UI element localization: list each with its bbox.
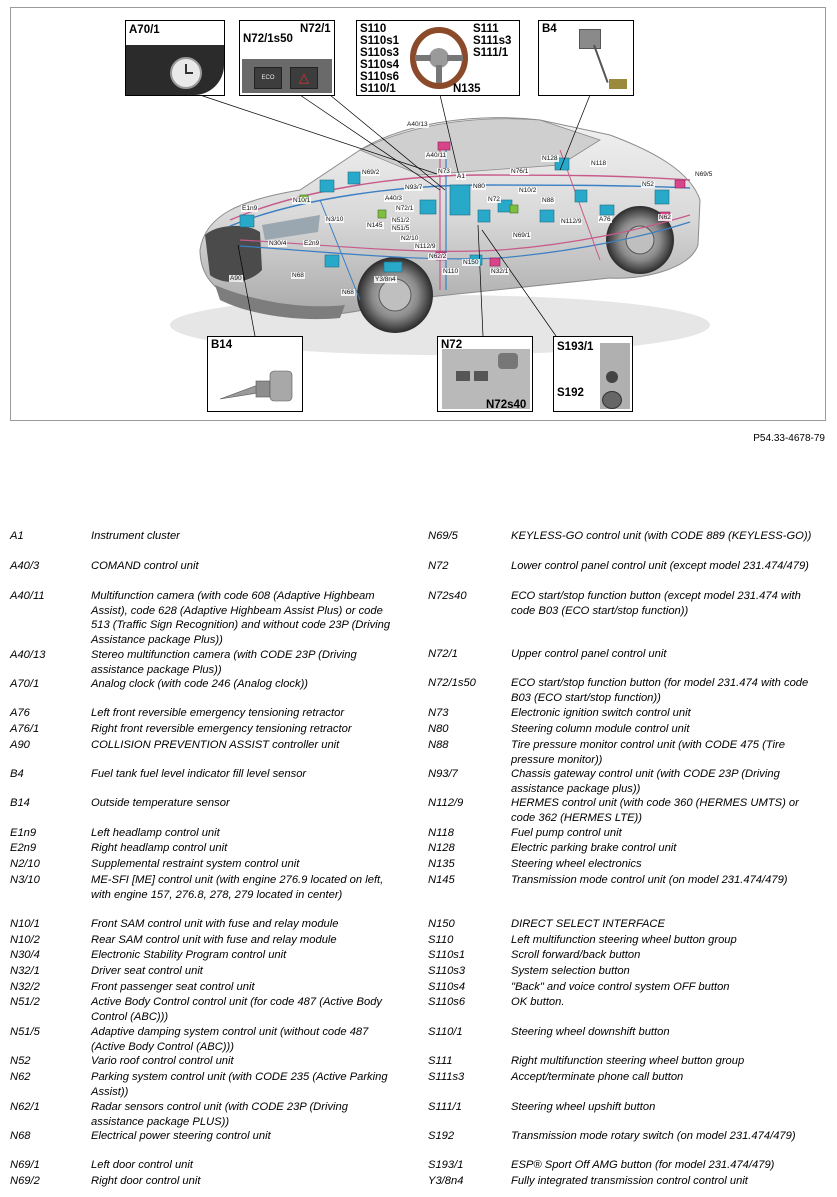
legend-description: Left multifunction steering wheel button group <box>511 934 737 946</box>
console-button-shape <box>456 371 470 381</box>
car-label: A90 <box>230 275 242 282</box>
legend-description: Stereo multifunction camera (with CODE 23P (Driving assistance package Plus)) <box>91 649 357 676</box>
temperature-sensor-icon <box>216 365 298 407</box>
legend-description: Front passenger seat control unit <box>91 981 255 993</box>
legend-code: Y3/8n4 <box>428 1175 464 1187</box>
legend-description: Analog clock (with code 246 (Analog clock)) <box>91 678 309 690</box>
legend-code: N10/2 <box>10 934 40 946</box>
inset-label-n72s40: N72s40 <box>486 399 527 411</box>
car-label: N62 <box>659 214 671 221</box>
legend-code: N72 <box>428 560 449 572</box>
car-label: N110 <box>443 268 459 275</box>
car-label: N3/10 <box>326 216 344 223</box>
legend-code: N72/1s50 <box>428 677 476 689</box>
legend-code: S110 <box>428 934 454 946</box>
car-label: N76/1 <box>511 168 529 175</box>
legend-description: Electric parking brake control unit <box>511 842 677 854</box>
inset-label-n72-1: N72/1 <box>300 23 331 35</box>
car-label: N2/10 <box>401 235 419 242</box>
legend-code: N150 <box>428 918 455 930</box>
sensor-float-shape <box>609 79 627 89</box>
legend-code: N73 <box>428 707 449 719</box>
clock-icon <box>170 57 202 89</box>
legend-description: Rear SAM control unit with fuse and relay module <box>91 934 337 946</box>
car-label: A1 <box>457 173 465 180</box>
console-button-shape <box>474 371 488 381</box>
car-label: N88 <box>542 197 554 204</box>
car-label: N72/1 <box>396 205 414 212</box>
inset-steering-wheel <box>356 20 520 96</box>
legend-code: N72/1 <box>428 648 458 660</box>
legend-description: Supplemental restraint system control unit <box>91 858 300 870</box>
inset-label-b14: B14 <box>211 339 233 351</box>
legend-code: S110/1 <box>428 1026 463 1038</box>
legend-code: N30/4 <box>10 949 40 961</box>
car-label: N128 <box>542 155 558 162</box>
legend-description: ECO start/stop function button (for model 231.474 with code B03 (ECO start/stop function)) <box>511 677 809 704</box>
legend-description: Vario roof control control unit <box>91 1055 234 1067</box>
legend-code: E1n9 <box>10 827 37 839</box>
legend-description: Driver seat control unit <box>91 965 203 977</box>
legend-code: N51/5 <box>10 1026 40 1038</box>
legend-description: Adaptive damping system control unit (without code 487 (Active Body Control (ABC))) <box>91 1026 369 1053</box>
legend-description: Electrical power steering control unit <box>91 1130 271 1142</box>
legend-code: N69/1 <box>10 1159 40 1171</box>
inset-label-s111-group: S111 S111s3 S111/1 <box>473 23 512 59</box>
legend-description: ME-SFI [ME] control unit (with engine 276.9 located on left, with engine 157, 276.8, 278, 279 located in center) <box>91 874 384 901</box>
legend-code: N52 <box>10 1055 31 1067</box>
legend-description: Fuel tank fuel level indicator fill level sensor <box>91 768 307 780</box>
legend-code: N69/5 <box>428 530 458 542</box>
legend-description: Parking system control unit (with CODE 235 (Active Parking Assist)) <box>91 1071 388 1098</box>
legend-code: S192 <box>428 1130 455 1142</box>
selector-knob-shape <box>498 353 518 369</box>
legend-code: A40/11 <box>10 590 45 602</box>
legend-code: S110s4 <box>428 981 466 993</box>
legend-description: OK button. <box>511 996 565 1008</box>
legend-description: Fuel pump control unit <box>511 827 622 839</box>
legend-code: N51/2 <box>10 996 40 1008</box>
legend-description: COMAND control unit <box>91 560 199 572</box>
legend-description: Lower control panel control unit (except model 231.474/479) <box>511 560 809 572</box>
legend-description: Outside temperature sensor <box>91 797 230 809</box>
legend-description: Front SAM control unit with fuse and relay module <box>91 918 339 930</box>
legend-code: N62 <box>10 1071 31 1083</box>
car-label: E2n9 <box>304 240 320 247</box>
legend-description: Right door control unit <box>91 1175 201 1187</box>
inset-analog-clock <box>125 20 225 96</box>
car-label: Y3/8n4 <box>375 276 396 283</box>
legend-code: N135 <box>428 858 455 870</box>
car-label: A40/3 <box>385 195 402 202</box>
legend-description: Upper control panel control unit <box>511 648 667 660</box>
sensor-arm-shape <box>593 45 609 83</box>
inset-label-s193-1: S193/1 <box>557 341 594 353</box>
car-label: N93/7 <box>405 184 423 191</box>
inset-label-n72: N72 <box>441 339 463 351</box>
legend-code: N68 <box>10 1130 31 1142</box>
legend-code: N72s40 <box>428 590 467 602</box>
legend-description: Scroll forward/back button <box>511 949 641 961</box>
legend-description: COLLISION PREVENTION ASSIST controller unit <box>91 739 340 751</box>
car-label: N72 <box>488 196 500 203</box>
legend-code: A40/13 <box>10 649 46 661</box>
inset-upper-control-panel <box>239 20 335 96</box>
car-label: N10/1 <box>293 197 311 204</box>
legend-description: Steering wheel upshift button <box>511 1101 656 1113</box>
legend-code: N62/1 <box>10 1101 40 1113</box>
legend-description: ECO start/stop function button (except model 231.474 with code B03 (ECO start/stop function)) <box>511 590 801 617</box>
legend-description: Electronic ignition switch control unit <box>511 707 691 719</box>
legend-code: S110s3 <box>428 965 466 977</box>
legend-code: N3/10 <box>10 874 40 886</box>
car-label: N52 <box>642 181 654 188</box>
legend-code: S111 <box>428 1055 453 1067</box>
car-label: A40/13 <box>407 121 428 128</box>
legend-code: N145 <box>428 874 455 886</box>
car-label: N51/2 <box>392 217 410 224</box>
legend-description: Fully integrated transmission control control unit <box>511 1175 748 1187</box>
car-label: N68 <box>292 272 304 279</box>
legend-code: N118 <box>428 827 454 839</box>
legend-code: A1 <box>10 530 24 542</box>
legend-code: E2n9 <box>10 842 37 854</box>
legend-description: Right headlamp control unit <box>91 842 228 854</box>
legend-code: A90 <box>10 739 30 751</box>
legend-description: Steering wheel electronics <box>511 858 642 870</box>
car-label: N10/2 <box>519 187 537 194</box>
car-label: A76 <box>599 216 611 223</box>
legend-code: S111s3 <box>428 1071 465 1083</box>
car-label: N32/1 <box>491 268 509 275</box>
car-label: E1n9 <box>242 205 258 212</box>
car-label: N73 <box>438 168 450 175</box>
car-label: N112/9 <box>415 243 436 250</box>
legend-code: N93/7 <box>428 768 458 780</box>
eco-button: ECO <box>254 67 282 89</box>
car-label: N69/2 <box>362 169 380 176</box>
legend-description: Transmission mode rotary switch (on model 231.474/479) <box>511 1130 796 1142</box>
inset-label-a70-1: A70/1 <box>129 24 160 36</box>
legend-code: A76/1 <box>10 723 40 735</box>
legend-description: Active Body Control control unit (for code 487 (Active Body Control (ABC))) <box>91 996 383 1023</box>
car-label: N80 <box>473 183 485 190</box>
rotary-switch-shape <box>602 391 622 409</box>
car-label: N69/5 <box>695 171 713 178</box>
legend-code: A76 <box>10 707 30 719</box>
legend-description: Left door control unit <box>91 1159 193 1171</box>
legend-description: Radar sensors control unit (with CODE 23P (Driving assistance package PLUS)) <box>91 1101 348 1128</box>
legend-description: Steering column module control unit <box>511 723 690 735</box>
legend-code: N2/10 <box>10 858 40 870</box>
legend-description: Multifunction camera (with code 608 (Adaptive Highbeam Assist), code 628 (Adaptive Highbeam Assist Plus) or code 513 (Traffic Sign Recognition) and without code 23P (Driving Assistance package Plus)) <box>91 590 391 646</box>
inset-label-s110-group: S110 S110s1 S110s3 S110s4 S110s6 S110/1 <box>360 23 400 95</box>
legend-description: Right multifunction steering wheel button group <box>511 1055 745 1067</box>
legend-code: N32/2 <box>10 981 40 993</box>
legend-description: Chassis gateway control unit (with CODE 23P (Driving assistance package plus)) <box>511 768 780 795</box>
legend-code: A70/1 <box>10 678 40 690</box>
car-label: N145 <box>367 222 383 229</box>
car-label: N62/2 <box>429 253 447 260</box>
hazard-icon: △ <box>290 67 318 89</box>
legend-description: Tire pressure monitor control unit (with CODE 475 (Tire pressure monitor)) <box>511 739 785 766</box>
inset-transmission-switches <box>553 336 633 412</box>
legend-code: N128 <box>428 842 455 854</box>
legend-description: Instrument cluster <box>91 530 180 542</box>
inset-lower-control-panel <box>437 336 533 412</box>
legend-description: HERMES control unit (with code 360 (HERMES UMTS) or code 362 (HERMES LTE)) <box>511 797 799 824</box>
legend-code: N10/1 <box>10 918 40 930</box>
legend-description: Left front reversible emergency tensioning retractor <box>91 707 345 719</box>
legend-code: B14 <box>10 797 30 809</box>
legend-code: S110s1 <box>428 949 466 961</box>
inset-outside-temperature-sensor <box>207 336 303 412</box>
inset-label-s192: S192 <box>557 387 584 399</box>
car-label: N150 <box>463 259 479 266</box>
car-label: N118 <box>591 160 607 167</box>
car-label: N69/1 <box>513 232 531 239</box>
legend-code: A40/3 <box>10 560 40 572</box>
steering-wheel-icon <box>409 25 469 91</box>
inset-label-n72-1s50: N72/1s50 <box>243 33 293 45</box>
legend-description: KEYLESS-GO control unit (with CODE 889 (KEYLESS-GO)) <box>511 530 812 542</box>
figure-code: P54.33-4678-79 <box>753 433 825 444</box>
inset-fuel-level-sensor <box>538 20 634 96</box>
legend-code: N112/9 <box>428 797 464 809</box>
legend-description: System selection button <box>511 965 630 977</box>
inset-label-n135: N135 <box>453 83 481 95</box>
legend-description: Left headlamp control unit <box>91 827 220 839</box>
legend-code: N32/1 <box>10 965 40 977</box>
legend-description: Right front reversible emergency tensioning retractor <box>91 723 352 735</box>
car-label: N30/4 <box>269 240 287 247</box>
legend-description: ESP® Sport Off AMG button (for model 231.474/479) <box>511 1159 775 1171</box>
car-label: A40/11 <box>426 152 447 159</box>
legend-code: N88 <box>428 739 449 751</box>
legend-code: N69/2 <box>10 1175 40 1187</box>
legend-code: S193/1 <box>428 1159 464 1171</box>
sensor-head-shape <box>579 29 601 49</box>
legend-description: Electronic Stability Program control unit <box>91 949 287 961</box>
legend-description: Accept/terminate phone call button <box>511 1071 684 1083</box>
inset-label-b4: B4 <box>542 23 557 35</box>
legend-code: S111/1 <box>428 1101 462 1113</box>
legend-code: S110s6 <box>428 996 466 1008</box>
legend-description: Transmission mode control unit (on model 231.474/479) <box>511 874 788 886</box>
car-label: N68 <box>342 289 354 296</box>
legend-description: Steering wheel downshift button <box>511 1026 670 1038</box>
legend-description: DIRECT SELECT INTERFACE <box>511 918 665 930</box>
esp-button-shape <box>606 371 618 383</box>
car-label: N112/9 <box>561 218 582 225</box>
legend-description: "Back" and voice control system OFF button <box>511 981 730 993</box>
legend-code: B4 <box>10 768 24 780</box>
legend-code: N80 <box>428 723 449 735</box>
car-label: N51/5 <box>392 225 410 232</box>
